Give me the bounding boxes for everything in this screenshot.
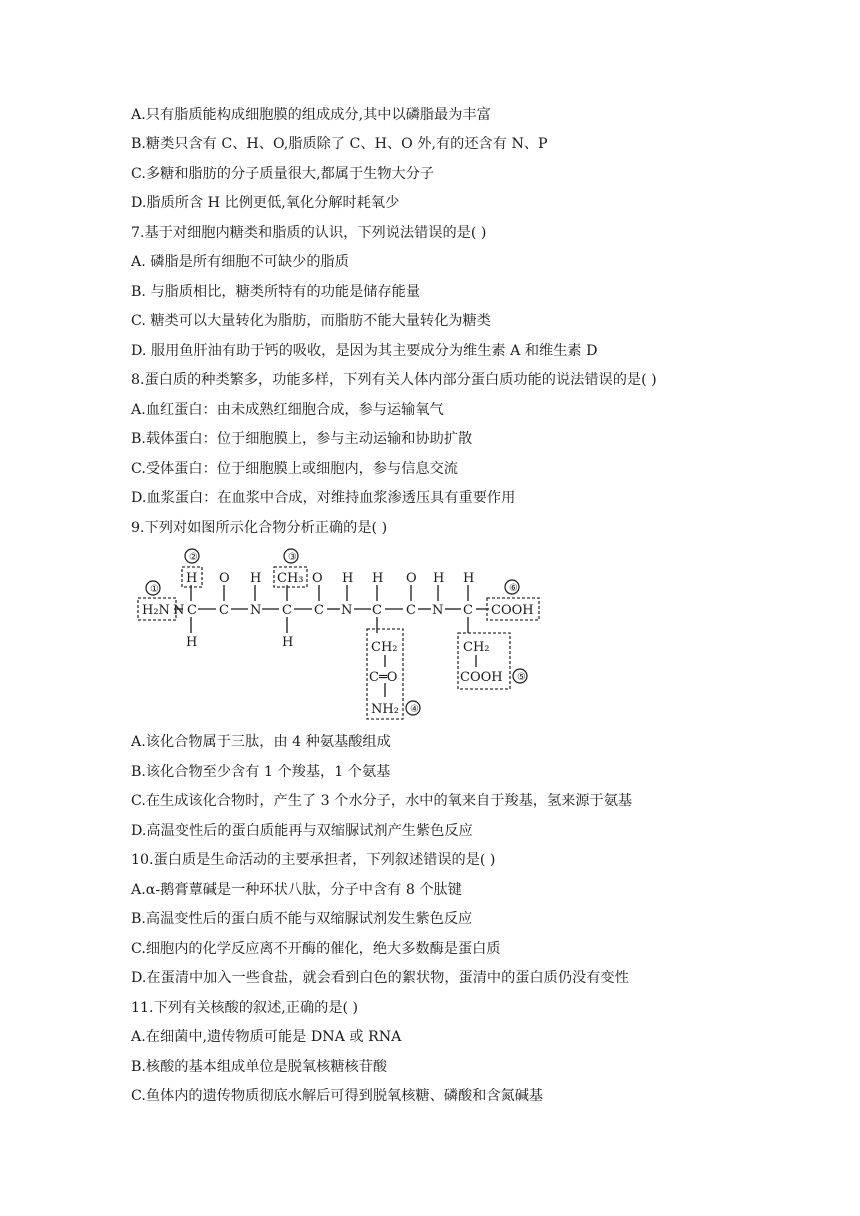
atom-c: C: [314, 603, 324, 618]
atom-c: C: [372, 603, 382, 618]
option-line: A.在细菌中,遗传物质可能是 DNA 或 RNA: [131, 1029, 402, 1045]
atom-h: H: [433, 571, 445, 586]
option-line: C.多糖和脂肪的分子质量很大,都属于生物大分子: [131, 166, 435, 182]
marker-1: ①: [150, 584, 159, 595]
option-line: C.受体蛋白：位于细胞膜上或细胞内，参与信息交流: [131, 461, 458, 477]
atom-h: H: [342, 571, 354, 586]
option-line: A.血红蛋白：由未成熟红细胞合成，参与运输氧气: [131, 402, 444, 418]
carbonyl-label: C═O: [369, 670, 398, 685]
option-line: D.脂质所含 H 比例更低,氧化分解时耗氧少: [131, 195, 400, 211]
methylene-label: CH₂: [371, 640, 398, 655]
marker-3: ③: [288, 552, 297, 563]
atom-c: C: [282, 603, 292, 618]
option-line: D. 服用鱼肝油有助于钙的吸收，是因为其主要成分为维生素 A 和维生素 D: [131, 343, 598, 359]
option-line: B. 与脂质相比，糖类所特有的功能是储存能量: [131, 284, 421, 300]
atom-n: N: [432, 603, 444, 618]
option-line: C.细胞内的化学反应离不开酶的催化，绝大多数酶是蛋白质: [131, 941, 501, 957]
option-line: B.高温变性后的蛋白质不能与双缩脲试剂发生紫色反应: [131, 911, 473, 927]
option-line: B.核酸的基本组成单位是脱氧核糖核苷酸: [131, 1059, 388, 1075]
peptide-structure-diagram: [131, 545, 551, 723]
option-line: A.α-鹅膏蕈碱是一种环状八肽，分子中含有 8 个肽键: [131, 882, 462, 898]
question-11-stem: 11.下列有关核酸的叙述,正确的是( ): [131, 1000, 359, 1016]
option-line: A. 磷脂是所有细胞不可缺少的脂质: [131, 254, 349, 270]
atom-h: H: [372, 571, 384, 586]
option-line: D.血浆蛋白：在血浆中合成，对维持血浆渗透压具有重要作用: [131, 490, 516, 506]
atom-c: C: [219, 603, 229, 618]
atom-c: C: [406, 603, 416, 618]
atom-o: O: [219, 571, 230, 586]
option-line: C.在生成该化合物时，产生了 3 个水分子，水中的氧来自于羧基，氢来源于氨基: [131, 793, 633, 809]
question-10-stem: 10.蛋白质是生命活动的主要承担者，下列叙述错误的是( ): [131, 852, 496, 868]
atom-h: H: [186, 635, 198, 650]
side-carboxyl-label: COOH: [460, 670, 503, 685]
marker-6: ⑥: [509, 583, 518, 594]
methylene-label: CH₂: [463, 640, 490, 655]
option-line: A.只有脂质能构成细胞膜的组成成分,其中以磷脂最为丰富: [131, 107, 491, 123]
atom-n: N: [173, 603, 185, 618]
atom-h: H: [186, 571, 198, 586]
marker-5: ⑤: [517, 672, 526, 683]
atom-h: H: [250, 571, 262, 586]
option-line: D.在蛋清中加入一些食盐，就会看到白色的絮状物，蛋清中的蛋白质仍没有变性: [131, 970, 629, 986]
carboxyl-group-label: COOH: [491, 603, 534, 618]
marker-2: ②: [189, 552, 198, 563]
option-line: B.载体蛋白：位于细胞膜上，参与主动运输和协助扩散: [131, 431, 473, 447]
atom-h: H: [282, 635, 294, 650]
atom-o: O: [312, 571, 323, 586]
option-line: B.该化合物至少含有 1 个羧基，1 个氨基: [131, 764, 391, 780]
atom-c: C: [187, 603, 197, 618]
atom-h: H: [463, 571, 475, 586]
atom-c: C: [463, 603, 473, 618]
atom-n: N: [341, 603, 353, 618]
option-line: C. 糖类可以大量转化为脂肪，而脂肪不能大量转化为糖类: [131, 313, 491, 329]
methyl-group-label: CH₃: [277, 571, 304, 586]
question-8-stem: 8.蛋白质的种类繁多，功能多样，下列有关人体内部分蛋白质功能的说法错误的是( ): [131, 372, 657, 388]
option-line: D.高温变性后的蛋白质能再与双缩脲试剂产生紫色反应: [131, 823, 473, 839]
option-line: C.鱼体内的遗传物质彻底水解后可得到脱氧核糖、磷酸和含氮碱基: [131, 1088, 544, 1104]
backbone-bonds: [174, 585, 489, 697]
atom-n: N: [250, 603, 262, 618]
option-line: A.该化合物属于三肽，由 4 种氨基酸组成: [131, 734, 391, 750]
amide-nh2-label: NH₂: [371, 702, 399, 717]
atom-labels: [142, 571, 534, 717]
atom-o: O: [406, 571, 417, 586]
marker-4: ④: [410, 704, 419, 715]
question-7-stem: 7.基于对细胞内糖类和脂质的认识，下列说法错误的是( ): [131, 225, 487, 241]
option-line: B.糖类只含有 C、H、O,脂质除了 C、H、O 外,有的还含有 N、P: [131, 136, 548, 152]
amino-group-label: H₂N: [142, 603, 170, 618]
question-9-stem: 9.下列对如图所示化合物分析正确的是( ): [131, 520, 388, 536]
